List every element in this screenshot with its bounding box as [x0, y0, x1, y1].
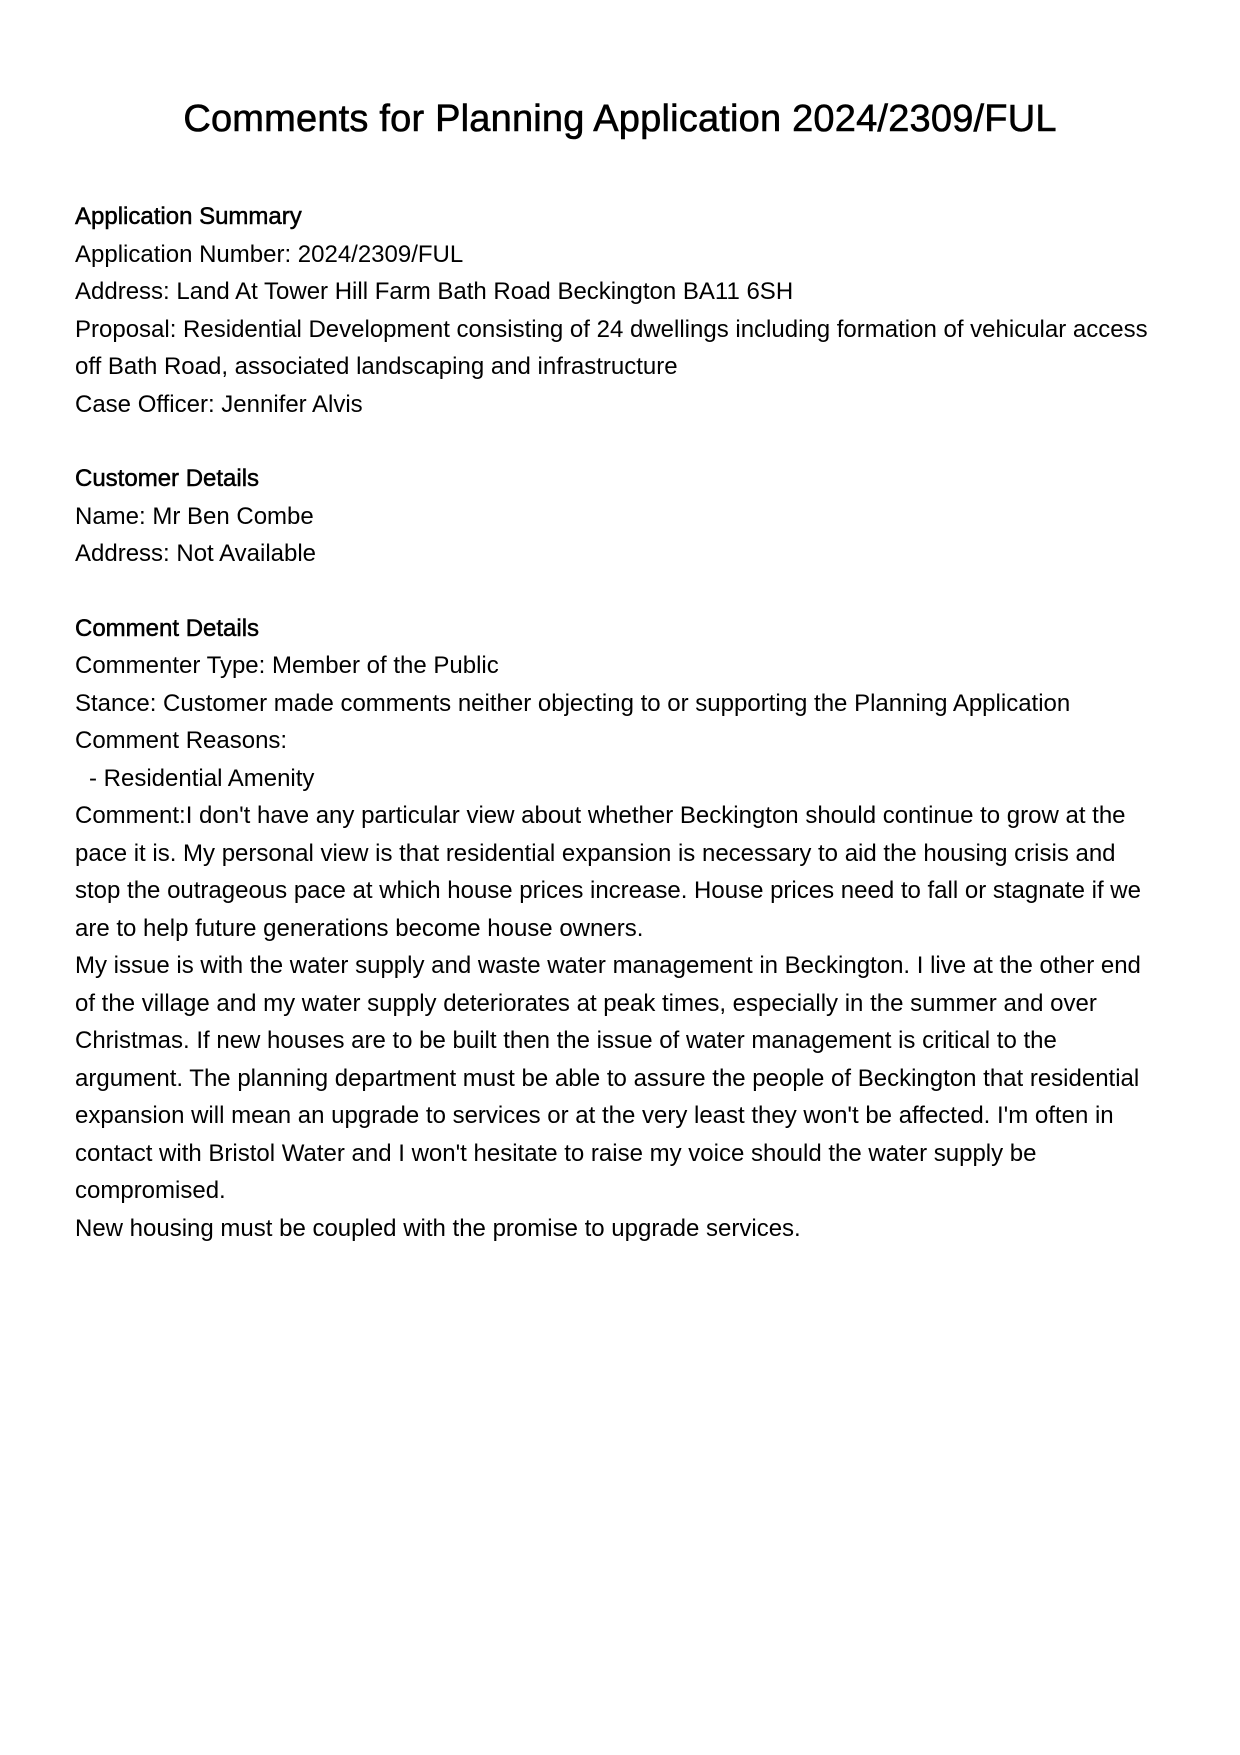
- application-summary-heading: Application Summary: [75, 203, 302, 230]
- application-summary-section: [75, 198, 1165, 423]
- commenter-type: Commenter Type: Member of the Public: [75, 652, 499, 679]
- comment-paragraph: Comment:I don't have any particular view about whether Beckington should continue to grow at the pace it is. My personal view is that residential expansion is necessary to aid the housing crisis and stop the outrageous pace at which house prices increase. House prices need to fall or stagnate if we are to help future generations become house owners.: [75, 802, 1141, 942]
- comment-details-section: [75, 610, 1165, 1248]
- application-proposal: Proposal: Residential Development consisting of 24 dwellings including formation of vehicular access off Bath Road, associated landscaping and infrastructure: [75, 315, 1148, 380]
- comment-reasons-label: Comment Reasons:: [75, 727, 288, 754]
- application-address: Address: Land At Tower Hill Farm Bath Road Beckington BA11 6SH: [75, 278, 794, 305]
- customer-details-section: [75, 460, 1165, 573]
- comment-details-heading: Comment Details: [75, 614, 260, 642]
- comment-stance: Stance: Customer made comments neither objecting to or supporting the Planning Application: [75, 689, 1071, 717]
- application-number: Application Number: 2024/2309/FUL: [75, 240, 464, 268]
- comment-paragraph: New housing must be coupled with the promise to upgrade services.: [75, 1214, 801, 1242]
- customer-details-heading: Customer Details: [75, 465, 260, 492]
- customer-address: Address: Not Available: [75, 540, 317, 567]
- comment-paragraph: My issue is with the water supply and waste water management in Beckington. I live at the other end of the village and my water supply deteriorates at peak times, especially in the summer and over Christmas. If new houses are to be built then the issue of water management is critical to the argument. The planning department must be able to assure the people of Beckington that residential expansion will mean an upgrade to services or at the very least they won't be affected. I'm often in contact with Bristol Water and I won't hesitate to raise my voice should the water supply be compromised.: [75, 952, 1141, 1204]
- customer-name: Name: Mr Ben Combe: [75, 502, 314, 530]
- comment-reason-item: - Residential Amenity: [89, 764, 315, 792]
- case-officer: Case Officer: Jennifer Alvis: [75, 390, 363, 418]
- page-title: Comments for Planning Application 2024/2309/FUL: [183, 98, 1057, 140]
